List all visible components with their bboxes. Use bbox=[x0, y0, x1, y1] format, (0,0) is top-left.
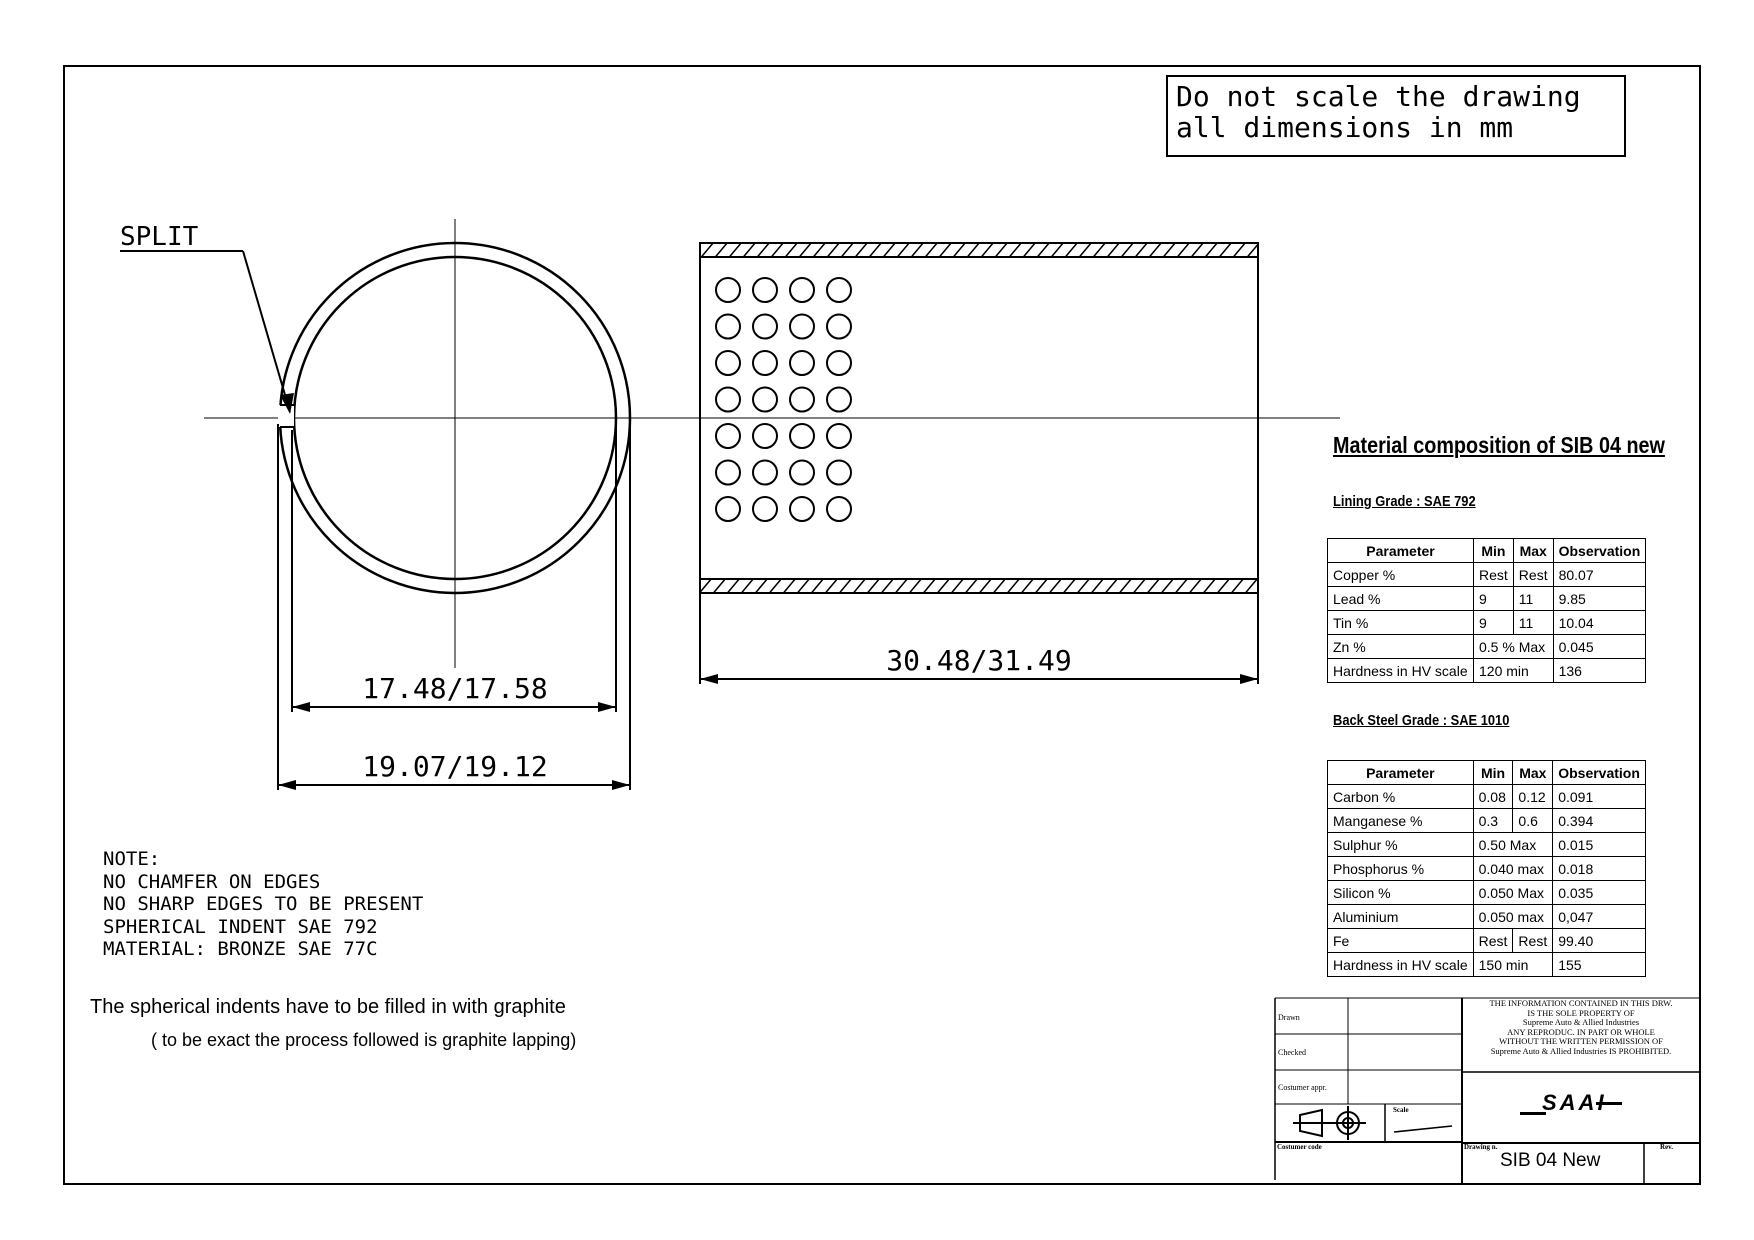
spherical-indent bbox=[716, 388, 740, 412]
cell-max: 0.12 bbox=[1513, 785, 1553, 809]
cell-param: Hardness in HV scale bbox=[1328, 953, 1474, 977]
tb-checked-label: Checked bbox=[1278, 1048, 1306, 1057]
note-heading: NOTE: bbox=[103, 848, 161, 870]
cell-param: Fe bbox=[1328, 929, 1474, 953]
cell-min: 0.08 bbox=[1473, 785, 1513, 809]
split-label: SPLIT bbox=[120, 222, 199, 252]
note-line: NO CHAMFER ON EDGES bbox=[103, 870, 321, 893]
note-line: SPHERICAL INDENT SAE 792 bbox=[103, 915, 378, 938]
tb-property-line: WITHOUT THE WRITTEN PERMISSION OF bbox=[1499, 1036, 1663, 1047]
table-row bbox=[1328, 905, 1646, 929]
tb-drawing-number: SIB 04 New bbox=[1500, 1150, 1601, 1171]
cell-obs: 0.035 bbox=[1553, 881, 1646, 905]
cell-max: Rest bbox=[1513, 929, 1553, 953]
cell-obs: 10.04 bbox=[1553, 611, 1646, 635]
spherical-indent bbox=[790, 351, 814, 375]
cell-param: Silicon % bbox=[1328, 881, 1474, 905]
lining-header-row bbox=[1328, 539, 1646, 563]
split-gap bbox=[278, 405, 294, 427]
cell-minmax: 150 min bbox=[1473, 953, 1553, 977]
tb-property-line: IS THE SOLE PROPERTY OF bbox=[1527, 1007, 1635, 1018]
spherical-indent bbox=[790, 424, 814, 448]
tb-drawn-label: Drawn bbox=[1278, 1013, 1300, 1022]
spherical-indent bbox=[790, 497, 814, 521]
extension-lines bbox=[278, 424, 1258, 790]
cell-min: 9 bbox=[1474, 611, 1514, 635]
cell-param: Sulphur % bbox=[1328, 833, 1474, 857]
spherical-indent bbox=[716, 351, 740, 375]
scale-notice-line-2: all dimensions in mm bbox=[1176, 111, 1514, 144]
cell-param: Copper % bbox=[1328, 563, 1474, 587]
cell-max: 11 bbox=[1513, 587, 1553, 611]
tb-property-notice bbox=[1463, 999, 1699, 1057]
scale-notice bbox=[1166, 75, 1626, 157]
note-line: MATERIAL: BRONZE SAE 77C bbox=[103, 938, 378, 960]
tb-customer-code-label: Costumer code bbox=[1277, 1143, 1322, 1151]
company-logo: SAAI bbox=[1542, 1090, 1607, 1115]
spherical-indent bbox=[716, 461, 740, 485]
cell-minmax: 0.50 Max bbox=[1473, 833, 1553, 857]
spherical-indent bbox=[827, 461, 851, 485]
cell-min: Rest bbox=[1473, 929, 1513, 953]
spherical-indents bbox=[716, 278, 851, 521]
spherical-indent bbox=[827, 388, 851, 412]
table-row bbox=[1328, 809, 1646, 833]
table-row bbox=[1328, 659, 1646, 683]
table-row bbox=[1328, 833, 1646, 857]
cell-max: 0.6 bbox=[1513, 809, 1553, 833]
cell-max: Rest bbox=[1513, 563, 1553, 587]
steel-header-row bbox=[1328, 761, 1646, 785]
col-max: Max bbox=[1513, 539, 1553, 563]
spherical-indent bbox=[790, 388, 814, 412]
cell-param: Phosphorus % bbox=[1328, 857, 1474, 881]
cell-obs: 99.40 bbox=[1553, 929, 1646, 953]
material-title: Material composition of SIB 04 new bbox=[1333, 432, 1665, 458]
cell-minmax: 0.050 Max bbox=[1473, 881, 1553, 905]
col-parameter: Parameter bbox=[1328, 539, 1474, 563]
table-row bbox=[1328, 881, 1646, 905]
tb-scale-label: Scale bbox=[1393, 1106, 1409, 1114]
cell-obs: 80.07 bbox=[1553, 563, 1646, 587]
lining-table bbox=[1327, 538, 1646, 683]
cell-obs: 0.045 bbox=[1553, 635, 1646, 659]
spherical-indent bbox=[753, 388, 777, 412]
spherical-indent bbox=[753, 461, 777, 485]
table-row bbox=[1328, 563, 1646, 587]
cell-max: 11 bbox=[1513, 611, 1553, 635]
table-row bbox=[1328, 857, 1646, 881]
cell-min: Rest bbox=[1474, 563, 1514, 587]
col-observation: Observation bbox=[1553, 539, 1646, 563]
spherical-indent bbox=[827, 278, 851, 302]
scale-notice-line-1: Do not scale the drawing bbox=[1176, 80, 1581, 113]
spherical-indent bbox=[753, 497, 777, 521]
tb-property-line: Supreme Auto & Allied Industries bbox=[1522, 1017, 1640, 1028]
dim-length-text: 30.48/31.49 bbox=[886, 644, 1072, 677]
tb-customer-appr-label: Costumer appr. bbox=[1278, 1083, 1327, 1092]
spherical-indent bbox=[753, 424, 777, 448]
cell-param: Zn % bbox=[1328, 635, 1474, 659]
cell-obs: 0.394 bbox=[1553, 809, 1646, 833]
cell-obs: 155 bbox=[1553, 953, 1646, 977]
cell-obs: 0.015 bbox=[1553, 833, 1646, 857]
cell-param: Aluminium bbox=[1328, 905, 1474, 929]
cell-min: 9 bbox=[1474, 587, 1514, 611]
notes-block bbox=[103, 848, 423, 961]
cell-param: Manganese % bbox=[1328, 809, 1474, 833]
cell-minmax: 0.040 max bbox=[1473, 857, 1553, 881]
spherical-indent bbox=[827, 351, 851, 375]
projection-symbol-icon bbox=[1293, 1106, 1366, 1140]
col-observation: Observation bbox=[1553, 761, 1646, 785]
col-max: Max bbox=[1513, 761, 1553, 785]
tb-rev-label: Rev. bbox=[1660, 1143, 1674, 1151]
spherical-indent bbox=[790, 461, 814, 485]
cell-obs: 0.091 bbox=[1553, 785, 1646, 809]
table-row bbox=[1328, 611, 1646, 635]
graphite-note: The spherical indents have to be filled in with graphite bbox=[90, 996, 566, 1018]
back-steel-table bbox=[1327, 760, 1646, 977]
tb-drawing-no-label: Drawing n. bbox=[1464, 1143, 1498, 1151]
spherical-indent bbox=[716, 424, 740, 448]
split-leader bbox=[120, 251, 294, 414]
table-row bbox=[1328, 587, 1646, 611]
dim-outer-diameter-text: 19.07/19.12 bbox=[362, 750, 548, 783]
spherical-indent bbox=[753, 315, 777, 339]
cell-minmax: 120 min bbox=[1474, 659, 1554, 683]
dim-inner-diameter-text: 17.48/17.58 bbox=[362, 672, 548, 705]
note-line: NO SHARP EDGES TO BE PRESENT bbox=[103, 893, 424, 915]
table-row bbox=[1328, 785, 1646, 809]
spherical-indent bbox=[753, 278, 777, 302]
cell-obs: 0.018 bbox=[1553, 857, 1646, 881]
back-steel-grade-title: Back Steel Grade : SAE 1010 bbox=[1333, 712, 1510, 729]
col-min: Min bbox=[1474, 539, 1514, 563]
cell-param: Hardness in HV scale bbox=[1328, 659, 1474, 683]
spherical-indent bbox=[753, 351, 777, 375]
spherical-indent bbox=[716, 497, 740, 521]
col-min: Min bbox=[1473, 761, 1513, 785]
tb-property-line: ANY REPRODUC. IN PART OR WHOLE bbox=[1507, 1026, 1655, 1037]
tb-property-line: THE INFORMATION CONTAINED IN THIS DRW. bbox=[1489, 998, 1673, 1008]
col-parameter: Parameter bbox=[1328, 761, 1474, 785]
table-row bbox=[1328, 635, 1646, 659]
spherical-indent bbox=[790, 278, 814, 302]
cell-param: Tin % bbox=[1328, 611, 1474, 635]
cell-obs: 9.85 bbox=[1553, 587, 1646, 611]
cell-obs: 0,047 bbox=[1553, 905, 1646, 929]
cell-minmax: 0.050 max bbox=[1473, 905, 1553, 929]
cell-param: Carbon % bbox=[1328, 785, 1474, 809]
lining-grade-title: Lining Grade : SAE 792 bbox=[1333, 493, 1476, 510]
spherical-indent bbox=[827, 497, 851, 521]
spherical-indent bbox=[716, 278, 740, 302]
cell-param: Lead % bbox=[1328, 587, 1474, 611]
cell-obs: 136 bbox=[1553, 659, 1646, 683]
spherical-indent bbox=[790, 315, 814, 339]
spherical-indent bbox=[827, 315, 851, 339]
graphite-subnote: ( to be exact the process followed is graphite lapping) bbox=[151, 1030, 577, 1050]
table-row bbox=[1328, 929, 1646, 953]
cell-min: 0.3 bbox=[1473, 809, 1513, 833]
cell-minmax: 0.5 % Max bbox=[1474, 635, 1554, 659]
spherical-indent bbox=[716, 315, 740, 339]
spherical-indent bbox=[827, 424, 851, 448]
tb-property-line: Supreme Auto & Allied Industries IS PROHIBITED. bbox=[1490, 1045, 1672, 1056]
table-row bbox=[1328, 953, 1646, 977]
